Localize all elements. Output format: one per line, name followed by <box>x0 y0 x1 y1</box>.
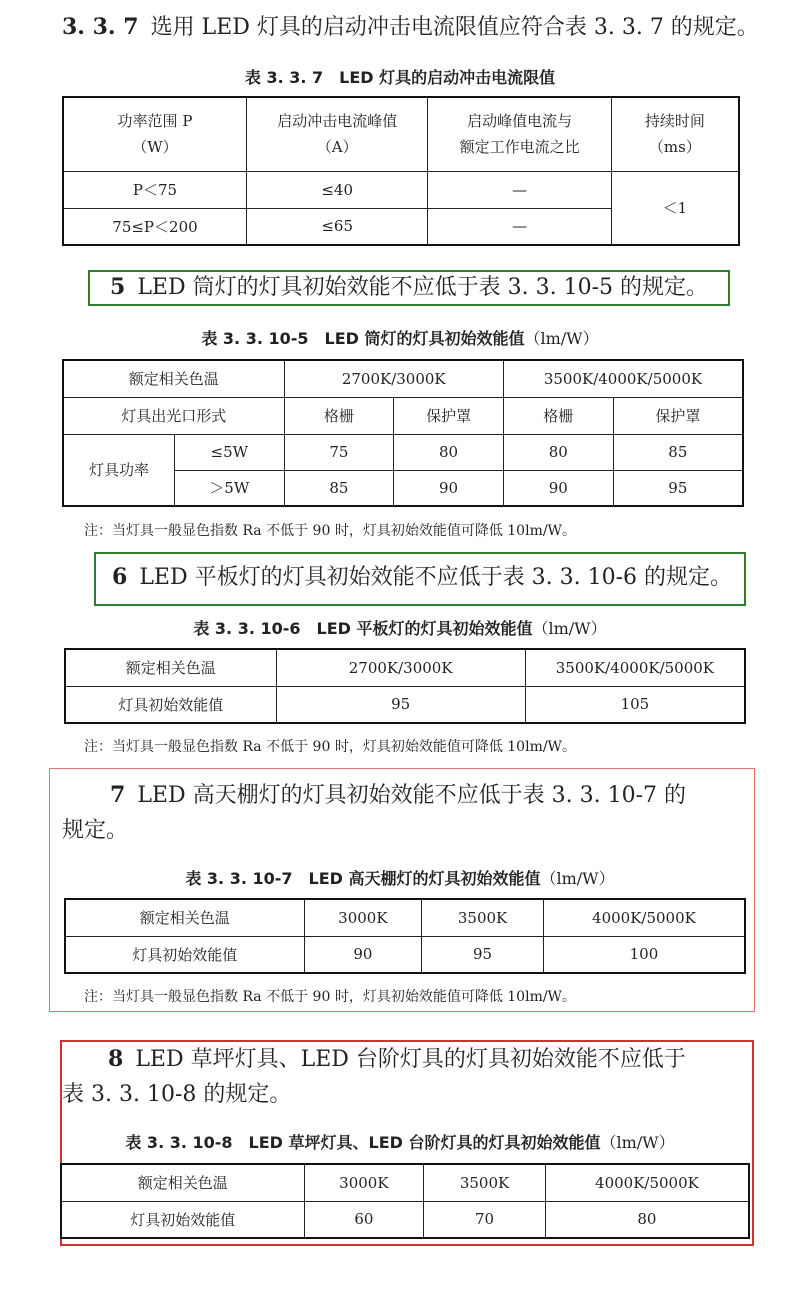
table-cell: 90 <box>503 470 613 506</box>
header-cct: 额定相关色温 <box>61 1164 304 1201</box>
table-cell: 95 <box>422 936 544 973</box>
downlight-efficacy-table <box>62 359 744 507</box>
header-efficacy: 灯具初始效能值 <box>65 686 276 723</box>
clause-number: 8 <box>108 1046 124 1072</box>
header-power-range: 功率范围 P （W） <box>63 97 246 171</box>
table-note: 注：当灯具一般显色指数 Ra 不低于 90 时，灯具初始效能值可降低 10lm/W。 <box>84 989 576 1005</box>
header-efficacy: 灯具初始效能值 <box>61 1201 304 1238</box>
table-caption: 表 3. 3. 10-5 LED 筒灯的灯具初始效能值（lm/W） <box>201 329 599 348</box>
table-cell: 80 <box>394 434 504 470</box>
clause-text: LED 草坪灯具、LED 台阶灯具的灯具初始效能不应低于 <box>135 1047 686 1072</box>
table-cell: 90 <box>394 470 504 506</box>
table-note: 注：当灯具一般显色指数 Ra 不低于 90 时，灯具初始效能值可降低 10lm/W。 <box>84 739 576 755</box>
clause-number: 7 <box>110 782 126 808</box>
table-cell: 95 <box>276 686 525 723</box>
clause-text: LED 平板灯的灯具初始效能不应低于表 3. 3. 10-6 的规定。 <box>139 565 732 590</box>
cell-duration: ＜1 <box>611 171 739 245</box>
table-caption: 表 3. 3. 7 LED 灯具的启动冲击电流限值 <box>244 68 556 87</box>
panel-light-efficacy-table <box>64 648 746 724</box>
cct-warm: 2700K/3000K <box>284 360 503 397</box>
clause-number: 3. 3. 7 <box>62 14 139 40</box>
cell-ratio: — <box>428 208 611 245</box>
outlet-cover: 保护罩 <box>613 397 743 434</box>
cct-cool: 3500K/4000K/5000K <box>525 649 745 686</box>
clause-text: LED 筒灯的灯具初始效能不应低于表 3. 3. 10-5 的规定。 <box>137 275 708 300</box>
table-cell: 85 <box>613 434 743 470</box>
table-caption: 表 3. 3. 10-8 LED 草坪灯具、LED 台阶灯具的灯具初始效能值（lm/W） <box>125 1133 675 1152</box>
outlet-grille: 格栅 <box>503 397 613 434</box>
table-cell: 60 <box>304 1201 424 1238</box>
header-duration: 持续时间 （ms） <box>611 97 739 171</box>
clause-text: 选用 LED 灯具的启动冲击电流限值应符合表 3. 3. 7 的规定。 <box>150 15 759 40</box>
table-caption: 表 3. 3. 10-7 LED 高天棚灯的灯具初始效能值（lm/W） <box>185 869 615 888</box>
cell-peak: ≤40 <box>246 171 427 208</box>
table-cell: 90 <box>304 936 422 973</box>
clause-3-3-7 <box>62 12 759 43</box>
power-low: ≤5W <box>174 434 284 470</box>
clause-8-continued: 表 3. 3. 10-8 的规定。 <box>62 1082 292 1107</box>
header-peak-current: 启动冲击电流峰值 （A） <box>246 97 427 171</box>
cct-value: 3000K <box>304 1164 424 1201</box>
cell-power: 75≤P＜200 <box>63 208 246 245</box>
cct-cool: 3500K/4000K/5000K <box>503 360 743 397</box>
inrush-current-table <box>62 96 740 246</box>
clause-5 <box>110 272 708 303</box>
header-efficacy: 灯具初始效能值 <box>65 936 304 973</box>
cct-warm: 2700K/3000K <box>276 649 525 686</box>
table-cell: 75 <box>284 434 394 470</box>
clause-8 <box>108 1044 686 1075</box>
cell-power: P＜75 <box>63 171 246 208</box>
table-cell: 70 <box>424 1201 546 1238</box>
cct-value: 3000K <box>304 899 422 936</box>
outlet-grille: 格栅 <box>284 397 394 434</box>
header-outlet-type: 灯具出光口形式 <box>63 397 284 434</box>
clause-number: 5 <box>110 274 126 300</box>
table-cell: 95 <box>613 470 743 506</box>
power-high: ＞5W <box>174 470 284 506</box>
clause-7-continued: 规定。 <box>62 818 129 843</box>
table-note: 注：当灯具一般显色指数 Ra 不低于 90 时，灯具初始效能值可降低 10lm/W。 <box>84 523 576 539</box>
clause-6 <box>112 562 732 593</box>
header-peak-ratio: 启动峰值电流与 额定工作电流之比 <box>428 97 611 171</box>
high-bay-efficacy-table <box>64 898 746 974</box>
outlet-cover: 保护罩 <box>394 397 504 434</box>
clause-7 <box>110 780 686 811</box>
table-cell: 80 <box>545 1201 749 1238</box>
cct-value: 4000K/5000K <box>545 1164 749 1201</box>
header-cct: 额定相关色温 <box>63 360 284 397</box>
header-power: 灯具功率 <box>63 434 174 506</box>
clause-number: 6 <box>112 564 128 590</box>
header-cct: 额定相关色温 <box>65 649 276 686</box>
cell-peak: ≤65 <box>246 208 427 245</box>
cct-value: 4000K/5000K <box>543 899 745 936</box>
table-cell: 105 <box>525 686 745 723</box>
table-caption: 表 3. 3. 10-6 LED 平板灯的灯具初始效能值（lm/W） <box>193 619 607 638</box>
clause-text: LED 高天棚灯的灯具初始效能不应低于表 3. 3. 10-7 的 <box>137 783 686 808</box>
cct-value: 3500K <box>422 899 544 936</box>
header-cct: 额定相关色温 <box>65 899 304 936</box>
cct-value: 3500K <box>424 1164 546 1201</box>
table-cell: 85 <box>284 470 394 506</box>
table-cell: 80 <box>503 434 613 470</box>
cell-ratio: — <box>428 171 611 208</box>
table-cell: 100 <box>543 936 745 973</box>
lawn-step-light-efficacy-table <box>60 1163 750 1239</box>
